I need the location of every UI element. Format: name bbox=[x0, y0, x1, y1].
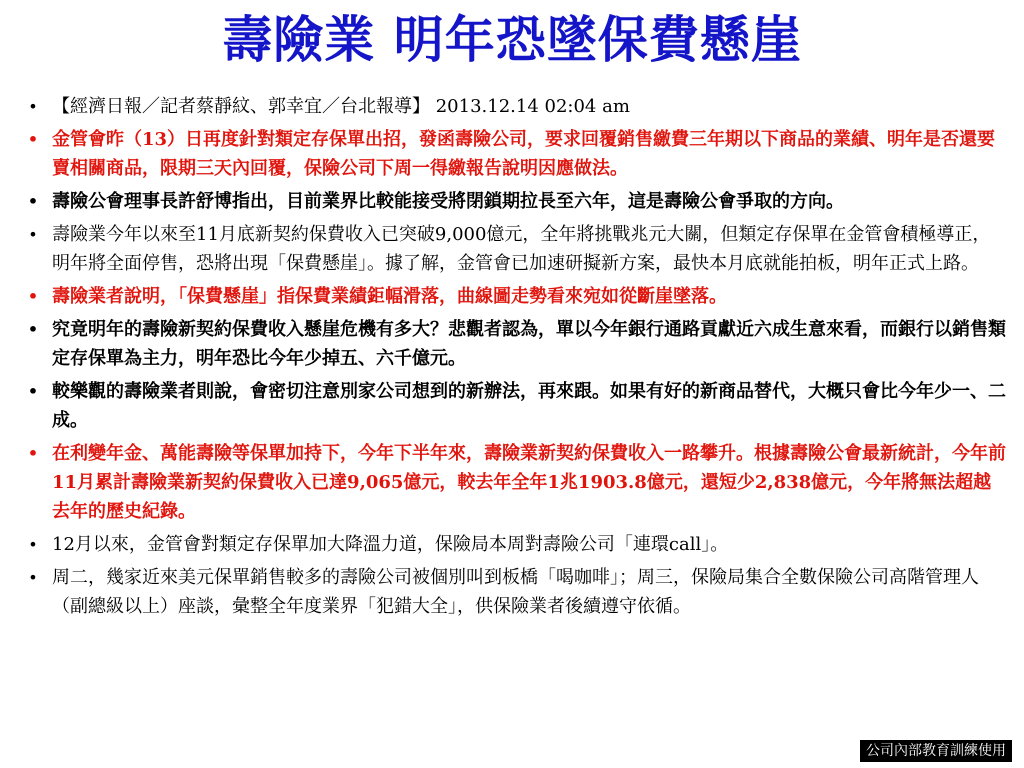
bullet-icon: • bbox=[27, 130, 39, 149]
list-item bbox=[26, 563, 1006, 621]
item-text: 金管會昨（13）日再度針對類定存保單出招，發函壽險公司，要求回覆銷售繳費三年期以下商品的業績、明年是否還要賣相關商品，限期三天內回覆，保險公司下周一得繳報告說明因應做法。 bbox=[52, 129, 996, 179]
list-item-highlight bbox=[26, 282, 1006, 311]
bullet-icon: • bbox=[28, 568, 38, 587]
list-item-bold bbox=[26, 187, 1006, 216]
list-item-highlight bbox=[26, 125, 1006, 183]
bullet-list bbox=[26, 92, 1006, 625]
list-item-bold bbox=[26, 315, 1006, 373]
page-title: 壽險業 明年恐墜保費懸崖 bbox=[222, 11, 802, 69]
item-text: 周二，幾家近來美元保單銷售較多的壽險公司被個別叫到板橋「喝咖啡」；周三，保險局集合全數保險公司高階管理人（副總級以上）座談，彙整全年度業界「犯錯大全」，供保險業者後續遵守依循。 bbox=[52, 567, 979, 617]
bullet-icon: • bbox=[28, 535, 38, 554]
bullet-icon: • bbox=[27, 444, 39, 463]
footer-label: 公司內部教育訓練使用 bbox=[860, 740, 1012, 762]
bullet-icon: • bbox=[28, 97, 38, 116]
item-text: 12月以來，金管會對類定存保單加大降溫力道，保險局本周對壽險公司「連環call」。 bbox=[52, 534, 729, 555]
item-text: 【經濟日報／記者蔡靜紋、郭幸宜／台北報導】 2013.12.14 02:04 am bbox=[52, 96, 630, 117]
list-item-highlight bbox=[26, 439, 1006, 526]
list-item bbox=[26, 220, 1006, 278]
list-item-bold bbox=[26, 377, 1006, 435]
list-item bbox=[26, 530, 1006, 559]
bullet-icon: • bbox=[27, 382, 39, 401]
item-text: 在利變年金、萬能壽險等保單加持下，今年下半年來，壽險業新契約保費收入一路攀升。根據壽險公會最新統計，今年前11月累計壽險業新契約保費收入已達9,065億元，較去年全年1兆1903.8億元，還短少2,838億元，今年將無法超越去年的歷史紀錄。 bbox=[52, 443, 1006, 522]
bullet-icon: • bbox=[27, 320, 39, 339]
bullet-icon: • bbox=[27, 287, 39, 306]
item-text: 壽險業者說明，「保費懸崖」指保費業績鉅幅滑落，曲線圖走勢看來宛如從斷崖墜落。 bbox=[52, 286, 727, 307]
item-text: 壽險業今年以來至11月底新契約保費收入已突破9,000億元，全年將挑戰兆元大關，但類定存保單在金管會積極導正，明年將全面停售，恐將出現「保費懸崖」。據了解，金管會已加速研擬新方案，最快本月底就能拍板，明年正式上路。 bbox=[52, 224, 991, 274]
item-text: 究竟明年的壽險新契約保費收入懸崖危機有多大？悲觀者認為，單以今年銀行通路貢獻近六成生意來看，而銀行以銷售類定存保單為主力，明年恐比今年少掉五、六千億元。 bbox=[52, 319, 1006, 369]
bullet-icon: • bbox=[27, 192, 39, 211]
item-text: 較樂觀的壽險業者則說，會密切注意別家公司想到的新辦法，再來跟。如果有好的新商品替代，大概只會比今年少一、二成。 bbox=[52, 381, 1006, 431]
bullet-icon: • bbox=[28, 225, 38, 244]
item-text: 壽險公會理事長許舒博指出，目前業界比較能接受將閉鎖期拉長至六年，這是壽險公會爭取的方向。 bbox=[52, 191, 844, 212]
list-item-byline bbox=[26, 92, 1006, 121]
